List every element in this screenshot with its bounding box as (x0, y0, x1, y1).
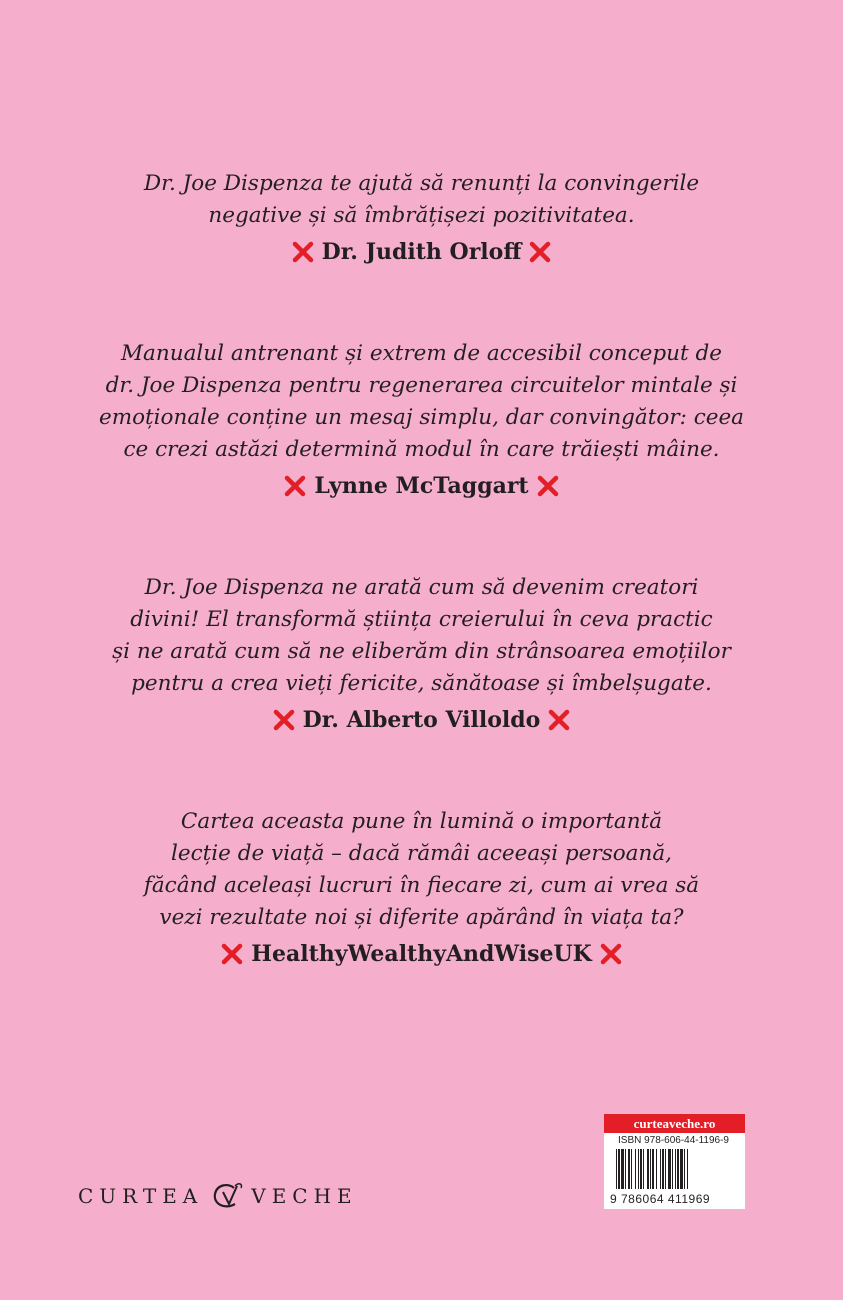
attribution-name: Lynne McTaggart (314, 473, 529, 499)
quote-text (0, 338, 843, 466)
barcode-bar (684, 1149, 685, 1189)
quote-text (0, 572, 843, 700)
barcode-bar (687, 1149, 688, 1189)
quote-attribution (0, 704, 843, 736)
cross-icon (537, 475, 559, 497)
publisher-logo (78, 1180, 358, 1212)
barcode-bar (662, 1149, 664, 1189)
barcode-bar (677, 1149, 679, 1189)
quote-line: Cartea aceasta pune în lumină o importantă (180, 809, 663, 834)
quote-attribution (0, 470, 843, 502)
barcode-bar (672, 1149, 673, 1189)
publisher-name-right: VECHE (251, 1184, 358, 1208)
publisher-name-left: CURTEA (78, 1184, 204, 1208)
isbn-text: ISBN 978-606-44-1196-9 (618, 1135, 729, 1146)
barcode-bar (625, 1149, 626, 1189)
barcode-bar (660, 1149, 661, 1189)
attribution-name: HealthyWealthyAndWiseUK (251, 941, 592, 967)
cross-icon (292, 241, 314, 263)
barcode-bar (665, 1149, 666, 1189)
quote-attribution (0, 938, 843, 970)
barcode-bar (680, 1149, 683, 1189)
barcode-bar (647, 1149, 649, 1189)
quote-block-3 (0, 572, 843, 736)
quote-line: lecție de viață – dacă rămâi aceeași persoană, (171, 841, 672, 866)
publisher-website: curteaveche.ro (604, 1114, 745, 1133)
barcode-bar (618, 1149, 620, 1189)
quote-line: divini! El transformă știința creierului în ceva practic (130, 607, 713, 632)
quote-line: ce crezi astăzi determină modul în care trăiești mâine. (123, 437, 720, 462)
barcode-digits: 9 786064 411969 (610, 1192, 711, 1206)
quote-line: Manualul antrenant și extrem de accesibil conceput de (121, 341, 722, 366)
quote-block-2 (0, 338, 843, 502)
quote-line: vezi rezultate noi și diferite apărând în viața ta? (159, 905, 684, 930)
barcode-bar (640, 1149, 642, 1189)
quote-line: Dr. Joe Dispenza te ajută să renunți la convingerile (143, 171, 700, 196)
cross-icon (548, 709, 570, 731)
quote-line: făcând aceleași lucruri în fiecare zi, cum ai vrea să (143, 873, 700, 898)
barcode-bar (652, 1149, 654, 1189)
barcode-bar (643, 1149, 644, 1189)
cross-icon (284, 475, 306, 497)
barcode-bars (614, 1149, 736, 1193)
quote-line: dr. Joe Dispenza pentru regenerarea circuitelor mintale și (105, 373, 738, 398)
quote-text (0, 806, 843, 934)
quote-block-1 (0, 168, 843, 268)
barcode-bar (675, 1149, 676, 1189)
barcode-label (604, 1114, 745, 1209)
quote-line: emoționale conține un mesaj simplu, dar convingător: ceea (98, 405, 745, 430)
cross-icon (529, 241, 551, 263)
quote-line: pentru a crea vieți fericite, sănătoase și îmbelșugate. (131, 671, 712, 696)
barcode-bar (638, 1149, 639, 1189)
barcode-bar (635, 1149, 636, 1189)
quote-line: negative și să îmbrățișezi pozitivitatea. (208, 203, 635, 228)
quote-line: și ne arată cum să ne eliberăm din strânsoarea emoțiilor (112, 639, 731, 664)
barcode-bar (628, 1149, 630, 1189)
barcode-bar (650, 1149, 651, 1189)
barcode-bar (656, 1149, 657, 1189)
quote-block-4 (0, 806, 843, 970)
barcode-bar (631, 1149, 632, 1189)
quote-attribution (0, 236, 843, 268)
barcode-bar (621, 1149, 624, 1189)
attribution-name: Dr. Judith Orloff (321, 239, 522, 265)
attribution-name: Dr. Alberto Villoldo (302, 707, 541, 733)
quote-text (0, 168, 843, 232)
barcode-bar (616, 1149, 617, 1189)
cross-icon (221, 943, 243, 965)
barcode-bar (668, 1149, 671, 1189)
quote-line: Dr. Joe Dispenza ne arată cum să devenim creatori (144, 575, 699, 600)
cross-icon (600, 943, 622, 965)
cross-icon (273, 709, 295, 731)
curtea-veche-logo-icon (209, 1180, 245, 1212)
